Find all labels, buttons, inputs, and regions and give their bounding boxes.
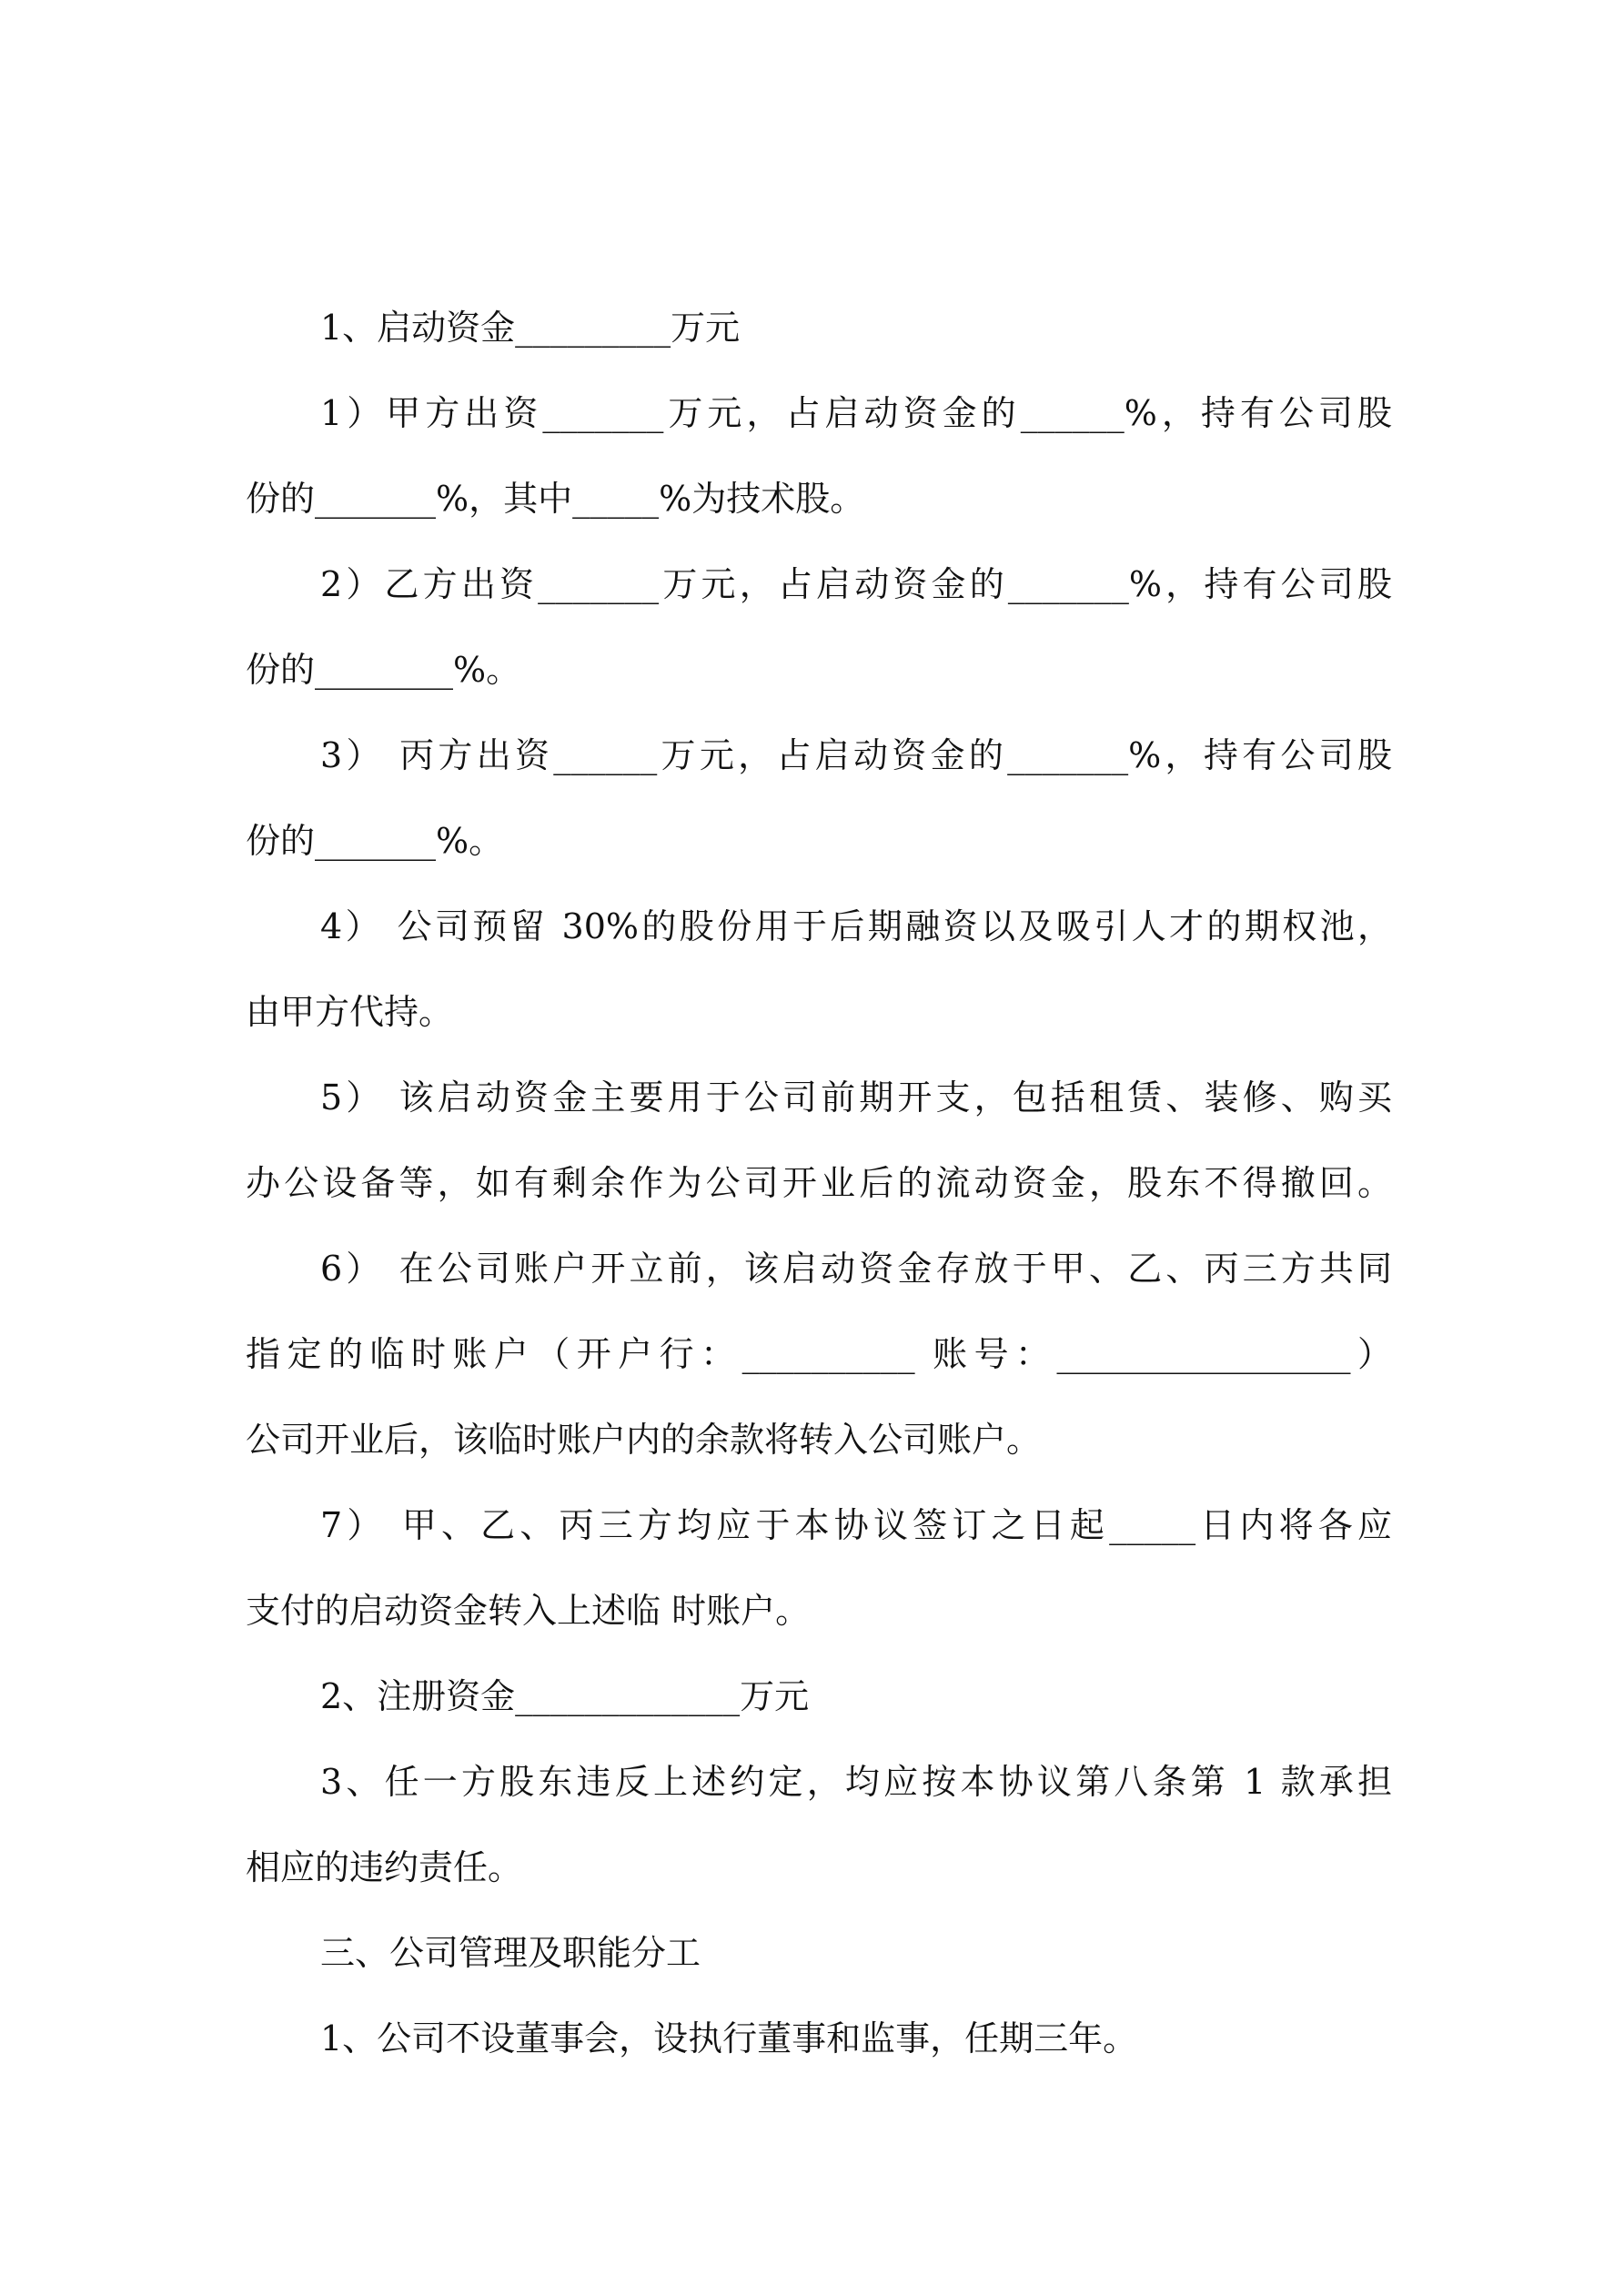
text-line: 2）乙方出资_______万元，占启动资金的_______%，持有公司股 <box>320 564 1392 604</box>
section-heading: 三、公司管理及职能分工 <box>320 1933 701 1973</box>
text-line: 指定的临时账户（开户行：__________ 账号：_________________） <box>246 1334 1392 1374</box>
text-line: 1）甲方出资_______万元，占启动资金的______%，持有公司股 <box>320 393 1392 433</box>
text-line: 支付的启动资金转入上述临 时账户。 <box>246 1591 811 1631</box>
text-line: 份的________%。 <box>246 650 521 690</box>
text-line: 份的_______%，其中_____%为技术股。 <box>246 479 865 519</box>
text-line: 相应的违约责任。 <box>246 1847 523 1887</box>
text-line: 4） 公司预留 30%的股份用于后期融资以及吸引人才的期权池， <box>320 906 1392 946</box>
text-line: 3） 丙方出资______万元，占启动资金的_______%，持有公司股 <box>320 735 1392 775</box>
text-line: 由甲方代持。 <box>246 992 454 1032</box>
text-line: 5） 该启动资金主要用于公司前期开支，包括租赁、装修、购买 <box>320 1077 1392 1118</box>
text-line: 1、公司不设董事会，设执行董事和监事，任期三年。 <box>320 2018 1138 2058</box>
text-line: 6） 在公司账户开立前，该启动资金存放于甲、乙、丙三方共同 <box>320 1249 1392 1289</box>
text-line: 3、任一方股东违反上述约定，均应按本协议第八条第 1 款承担 <box>320 1762 1392 1802</box>
text-line: 1、启动资金_________万元 <box>320 308 741 348</box>
text-line: 办公设备等，如有剩余作为公司开业后的流动资金，股东不得撤回。 <box>246 1163 1392 1203</box>
text-line: 公司开业后，该临时账户内的余款将转入公司账户。 <box>246 1420 1042 1460</box>
text-line: 7） 甲、乙、丙三方均应于本协议签订之日起_____日内将各应 <box>320 1505 1392 1545</box>
text-line: 2、注册资金_____________万元 <box>320 1676 810 1716</box>
text-line: 份的_______%。 <box>246 821 504 861</box>
